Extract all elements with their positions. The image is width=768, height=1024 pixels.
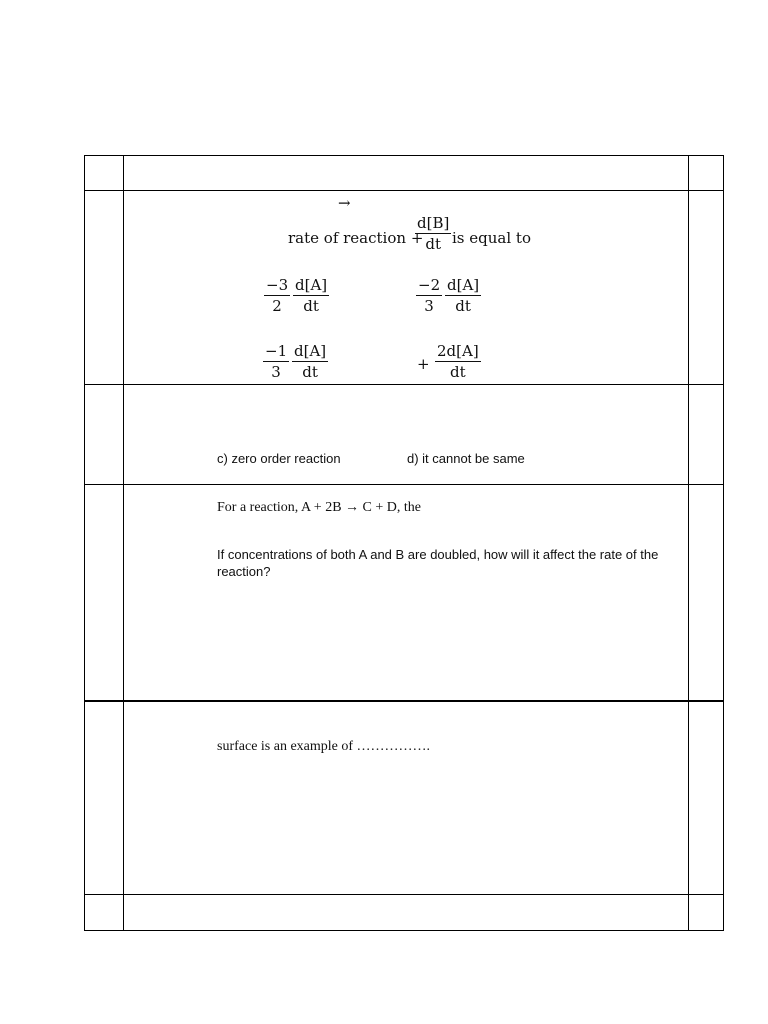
- option-b-deriv-den: dt: [455, 297, 471, 315]
- option-a-coef-num: −3: [266, 276, 289, 294]
- option-c-deriv-den: dt: [302, 363, 318, 381]
- table-border-right: [723, 155, 724, 931]
- concentration-question-line-2: reaction?: [217, 564, 271, 579]
- rate-fraction: [415, 216, 451, 252]
- option-d-deriv-den: dt: [450, 363, 466, 381]
- table-col-divider-1: [123, 155, 124, 931]
- option-c-deriv-num: d[A]: [294, 342, 327, 360]
- option-c-coef-den: 3: [271, 363, 281, 381]
- table-border-bottom: [84, 930, 724, 931]
- option-d-text: d) it cannot be same: [407, 451, 525, 466]
- option-a-coefficient: [264, 278, 290, 314]
- concentration-question-line-1: If concentrations of both A and B are doubled, how will it affect the rate of the: [217, 547, 659, 562]
- table-row-divider-1: [84, 190, 724, 191]
- table-row-divider-4: [84, 700, 724, 702]
- option-a-derivative: [293, 278, 329, 314]
- option-c-coef-num: −1: [265, 342, 288, 360]
- option-a-deriv-den: dt: [303, 297, 319, 315]
- table-row-divider-2: [84, 384, 724, 385]
- option-b-derivative: [445, 278, 481, 314]
- option-d-deriv-num: 2d[A]: [437, 342, 479, 360]
- reaction-arrow: →: [338, 194, 351, 212]
- table-border-left: [84, 155, 85, 931]
- option-b-coef-den: 3: [424, 297, 434, 315]
- option-c-coefficient: [263, 344, 289, 380]
- option-b-deriv-num: d[A]: [447, 276, 480, 294]
- rate-suffix: is equal to: [452, 229, 531, 247]
- table-col-divider-2: [688, 155, 689, 931]
- reaction-statement: For a reaction, A + 2B → C + D, the: [217, 500, 421, 515]
- option-b-coef-num: −2: [418, 276, 441, 294]
- table-row-divider-5: [84, 894, 724, 895]
- option-c-text: c) zero order reaction: [217, 451, 341, 466]
- option-d-sign: +: [417, 355, 430, 373]
- surface-statement: surface is an example of …………….: [217, 739, 431, 754]
- option-b-coefficient: [416, 278, 442, 314]
- rate-prefix: rate of reaction +: [288, 229, 424, 247]
- table-border-top: [84, 155, 724, 156]
- rate-fraction-numerator: d[B]: [417, 214, 450, 232]
- option-d-derivative: [435, 344, 481, 380]
- option-c-derivative: [292, 344, 328, 380]
- rate-fraction-denominator: dt: [425, 235, 441, 253]
- table-row-divider-3: [84, 484, 724, 485]
- option-a-coef-den: 2: [272, 297, 282, 315]
- option-a-deriv-num: d[A]: [295, 276, 328, 294]
